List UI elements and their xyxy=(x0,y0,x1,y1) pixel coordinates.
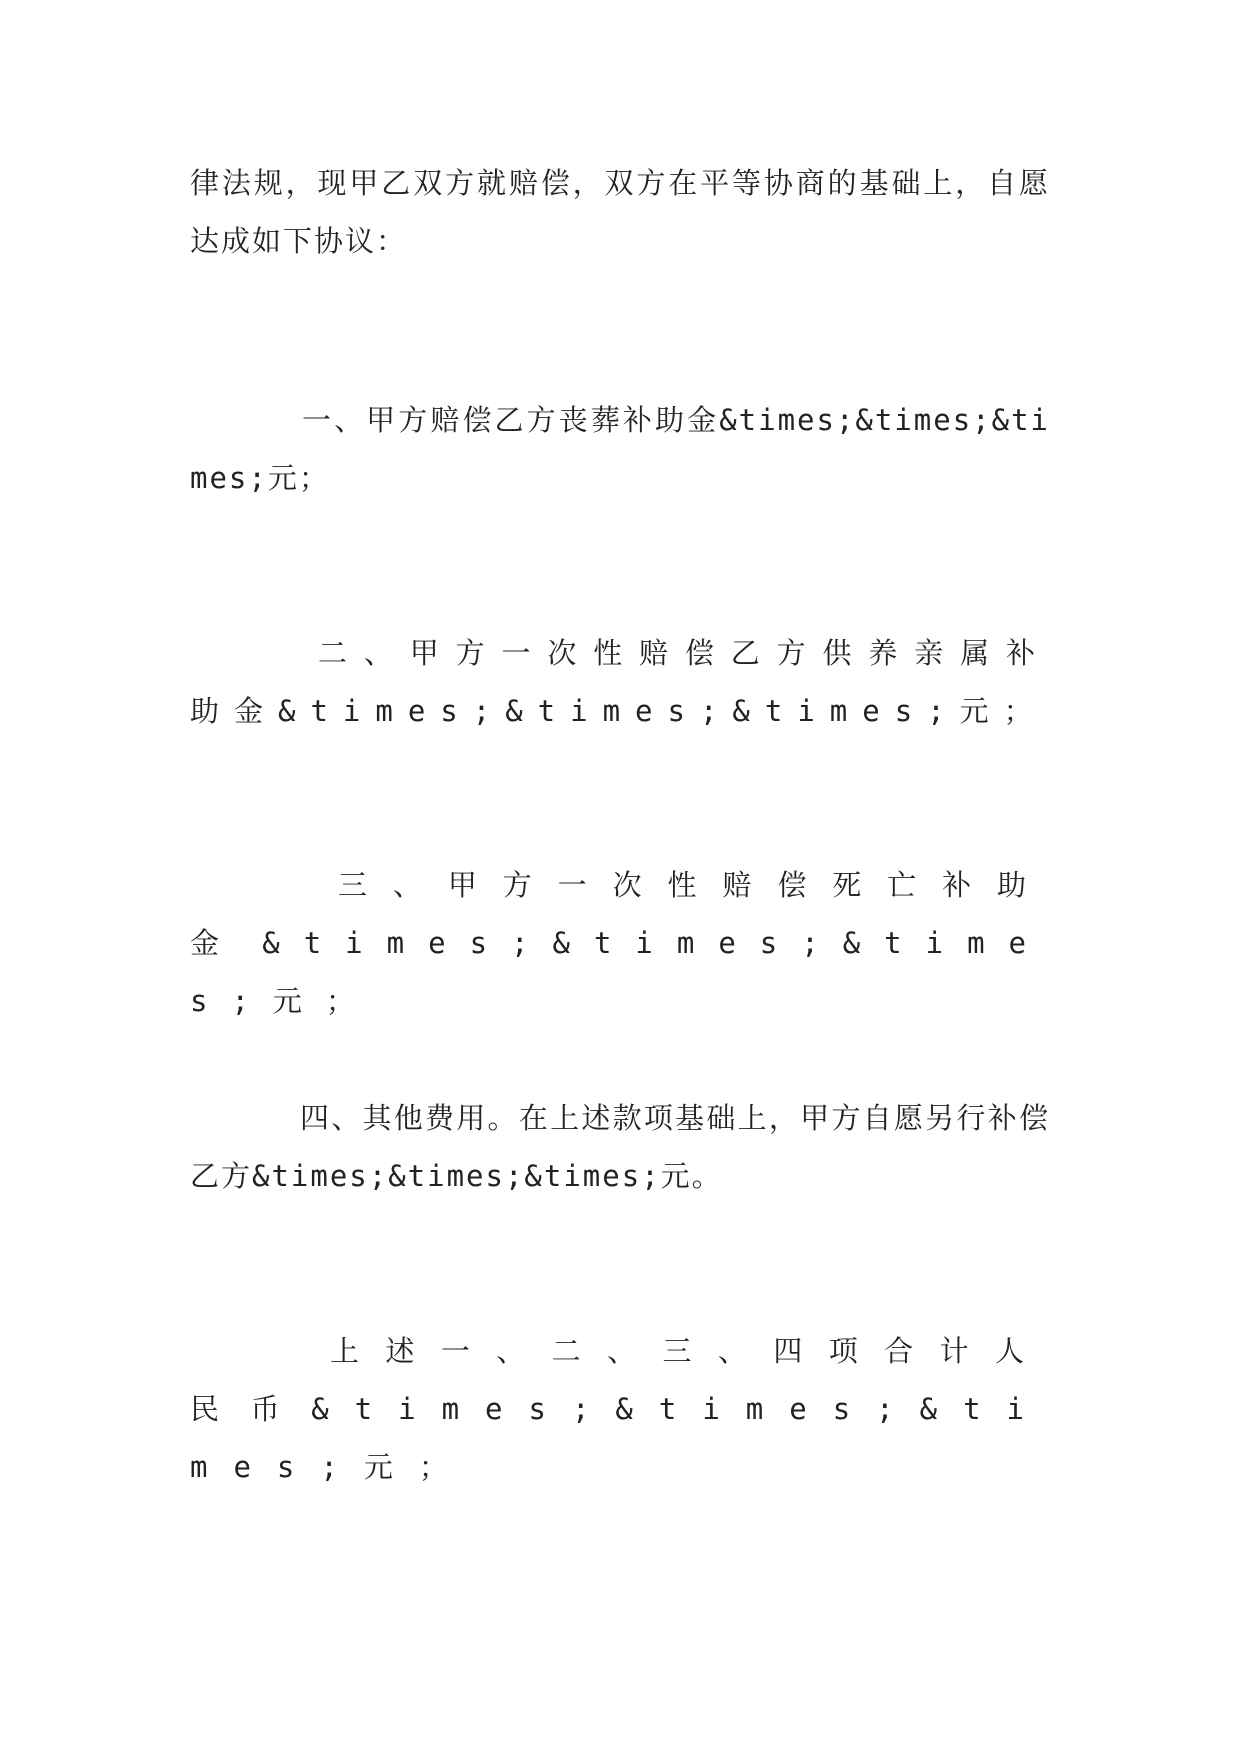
paragraph-item-2-dependent-subsidy: 二、甲方一次性赔偿乙方供养亲属补助金&times;&times;&times;元； xyxy=(190,636,1050,728)
paragraph-total: 上述一、二、三、四项合计人民币&times;&times;&times;元； xyxy=(190,1334,1050,1484)
paragraph-intro: 律法规，现甲乙双方就赔偿，双方在平等协商的基础上，自愿达成如下协议： xyxy=(190,166,1050,258)
paragraph-item-4-other-costs: 四、其他费用。在上述款项基础上，甲方自愿另行补偿乙方&times;&times;&times;元。 xyxy=(190,1101,1050,1193)
paragraph-item-1-funeral-subsidy: 一、甲方赔偿乙方丧葬补助金&times;&times;&times;元； xyxy=(190,403,1050,495)
paragraph-item-3-death-subsidy: 三、甲方一次性赔偿死亡补助金&times;&times;&times;元； xyxy=(190,868,1050,1018)
